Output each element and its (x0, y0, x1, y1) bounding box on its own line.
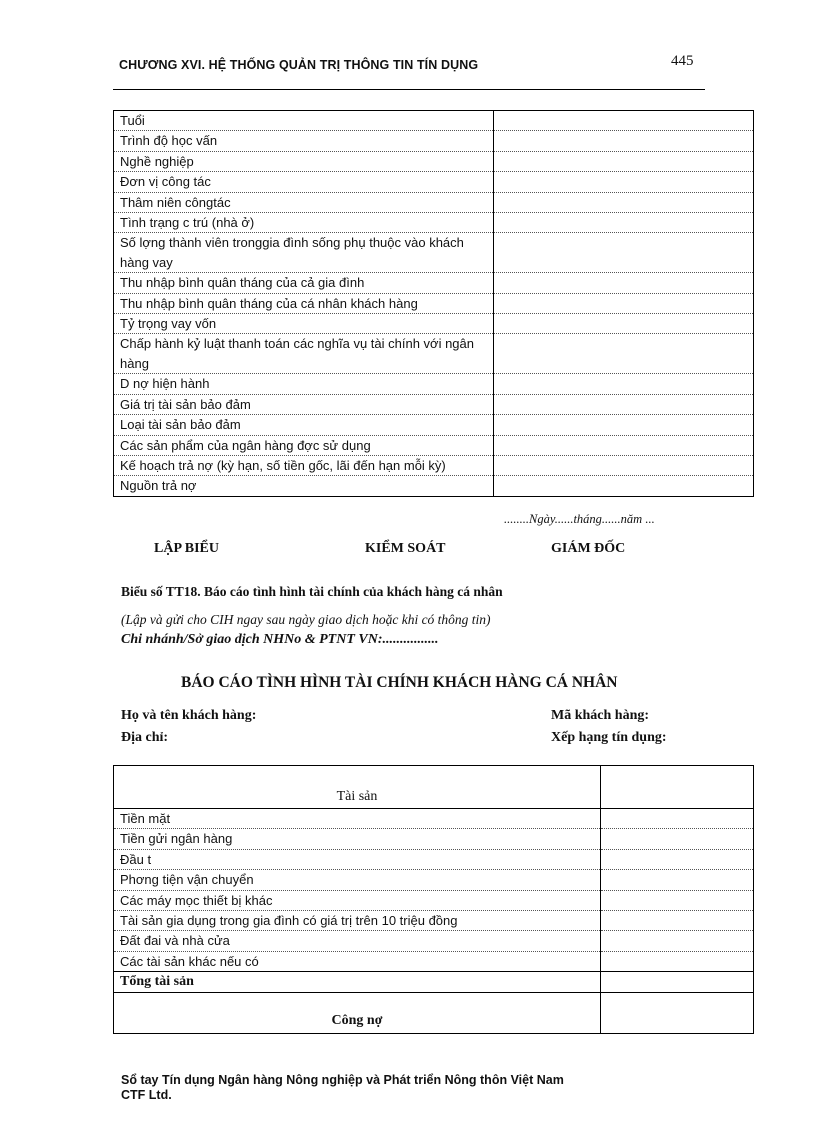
table-row (114, 849, 754, 869)
table-row (114, 314, 754, 334)
criteria-value-cell (494, 213, 754, 233)
criteria-label: Nghề nghiệp (114, 151, 494, 171)
assets-table-header-row (114, 766, 754, 809)
prepared-by-label: LẬP BIỂU (154, 541, 219, 556)
credit-rating-label: Xếp hạng tín dụng: (551, 730, 667, 745)
asset-label: Đất đai và nhà cửa (114, 931, 601, 951)
asset-value-cell (601, 870, 754, 890)
table-row (114, 931, 754, 951)
table-row (114, 870, 754, 890)
criteria-value-cell (494, 374, 754, 394)
table-row (114, 213, 754, 233)
table-row (114, 435, 754, 455)
signature-date-line: ........Ngày......tháng......năm ... (504, 512, 655, 526)
table-row (114, 829, 754, 849)
criteria-value-cell (494, 233, 754, 273)
criteria-value-cell (494, 394, 754, 414)
table-row (114, 394, 754, 414)
criteria-value-cell (494, 293, 754, 313)
criteria-label: D nợ hiện hành (114, 374, 494, 394)
criteria-value-cell (494, 192, 754, 212)
table-row (114, 415, 754, 435)
total-assets-label: Tổng tài sản (114, 972, 601, 992)
table-row (114, 890, 754, 910)
assets-value-header-cell (601, 766, 754, 809)
criteria-label: Thâm niên côngtác (114, 192, 494, 212)
asset-label: Các máy mọc thiết bị khác (114, 890, 601, 910)
total-assets-row (114, 972, 754, 992)
table-row (114, 951, 754, 971)
criteria-label: Kế hoạch trả nợ (kỳ hạn, số tiền gốc, lãi đến hạn mỗi kỳ) (114, 455, 494, 475)
table-row (114, 192, 754, 212)
criteria-table (113, 110, 754, 497)
table-row (114, 151, 754, 171)
criteria-value-cell (494, 111, 754, 131)
criteria-label: Đơn vị công tác (114, 172, 494, 192)
branch-line: Chi nhánh/Sở giao dịch NHNo & PTNT VN:................ (121, 632, 439, 647)
total-assets-value-cell (601, 972, 754, 992)
asset-value-cell (601, 890, 754, 910)
criteria-label: Tuổi (114, 111, 494, 131)
asset-label: Đầu t (114, 849, 601, 869)
criteria-label: Loại tài sản bảo đảm (114, 415, 494, 435)
customer-code-label: Mã khách hàng: (551, 708, 650, 723)
form-title: Biểu số TT18. Báo cáo tình hình tài chính của khách hàng cá nhân (121, 584, 503, 599)
table-row (114, 172, 754, 192)
criteria-value-cell (494, 151, 754, 171)
footer-line-2: CTF Ltd. (121, 1088, 172, 1102)
asset-value-cell (601, 911, 754, 931)
table-row (114, 233, 754, 273)
table-row (114, 476, 754, 496)
asset-value-cell (601, 809, 754, 829)
table-row (114, 334, 754, 374)
asset-label: Các tài sản khác nếu có (114, 951, 601, 971)
table-row (114, 111, 754, 131)
table-row (114, 273, 754, 293)
asset-label: Tài sản gia dụng trong gia đình có giá trị trên 10 triệu đồng (114, 911, 601, 931)
criteria-label: Thu nhập bình quân tháng của cá nhân khách hàng (114, 293, 494, 313)
liabilities-row (114, 992, 754, 1033)
table-row (114, 131, 754, 151)
asset-label: Tiền gửi ngân hàng (114, 829, 601, 849)
criteria-label: Trình độ học vấn (114, 131, 494, 151)
criteria-value-cell (494, 476, 754, 496)
liabilities-value-cell (601, 992, 754, 1033)
controller-label: KIỂM SOÁT (365, 541, 446, 556)
assets-header-cell: Tài sản (114, 766, 601, 809)
criteria-value-cell (494, 131, 754, 151)
criteria-label: Số lợng thành viên tronggia đình sống phụ thuộc vào khách hàng vay (114, 233, 494, 273)
address-label: Địa chỉ: (121, 730, 169, 745)
table-row (114, 455, 754, 475)
assets-table (113, 765, 754, 1034)
asset-value-cell (601, 829, 754, 849)
criteria-value-cell (494, 435, 754, 455)
criteria-value-cell (494, 273, 754, 293)
form-note: (Lập và gửi cho CIH ngay sau ngày giao dịch hoặc khi có thông tin) (121, 612, 491, 627)
criteria-label: Các sản phẩm của ngân hàng đợc sử dụng (114, 435, 494, 455)
criteria-label: Giá trị tài sản bảo đảm (114, 394, 494, 414)
criteria-value-cell (494, 172, 754, 192)
criteria-label: Tình trạng c trú (nhà ở) (114, 213, 494, 233)
report-title: BÁO CÁO TÌNH HÌNH TÀI CHÍNH KHÁCH HÀNG CÁ NHÂN (181, 674, 618, 691)
liabilities-label: Công nợ (114, 992, 601, 1033)
criteria-label: Nguồn trả nợ (114, 476, 494, 496)
director-label: GIÁM ĐỐC (551, 541, 626, 556)
page-number: 445 (671, 53, 694, 69)
criteria-value-cell (494, 455, 754, 475)
criteria-label: Thu nhập bình quân tháng của cả gia đình (114, 273, 494, 293)
asset-value-cell (601, 931, 754, 951)
criteria-value-cell (494, 334, 754, 374)
criteria-value-cell (494, 415, 754, 435)
footer-line-1: Sổ tay Tín dụng Ngân hàng Nông nghiệp và Phát triển Nông thôn Việt Nam (121, 1073, 564, 1087)
asset-label: Tiền mặt (114, 809, 601, 829)
table-row (114, 809, 754, 829)
customer-name-label: Họ và tên khách hàng: (121, 708, 257, 723)
criteria-value-cell (494, 314, 754, 334)
asset-label: Phơng tiện vận chuyển (114, 870, 601, 890)
footer (121, 1073, 564, 1103)
asset-value-cell (601, 849, 754, 869)
asset-value-cell (601, 951, 754, 971)
chapter-title: CHƯƠNG XVI. HỆ THỐNG QUẢN TRỊ THÔNG TIN TÍN DỤNG (119, 58, 479, 72)
table-row (114, 911, 754, 931)
table-row (114, 374, 754, 394)
header-divider (113, 89, 705, 90)
criteria-label: Tỷ trọng vay vốn (114, 314, 494, 334)
table-row (114, 293, 754, 313)
criteria-label: Chấp hành kỷ luật thanh toán các nghĩa vụ tài chính với ngân hàng (114, 334, 494, 374)
